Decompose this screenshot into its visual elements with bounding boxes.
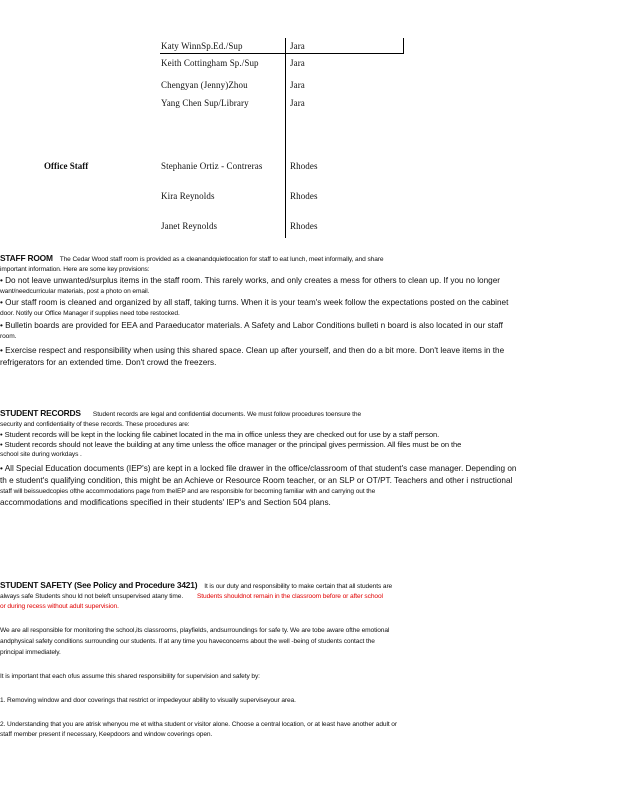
- bullet-item: • Student records will be kept in the locking file cabinet located in the ma in office unless they are checked out for use by a staff person.: [0, 430, 440, 439]
- staff-location: Rhodes: [290, 191, 318, 201]
- paragraph-text: It is important that each ofus assume this shared responsibility for supervision and safety by:: [0, 673, 260, 680]
- bullet-item: • Our staff room is cleaned and organized by all staff, taking turns. When it is your team's week follow the expectations posted on the cabinet: [0, 298, 509, 307]
- bullet-continuation: refrigerators for an extended time. Don't crowd the freezers.: [0, 358, 217, 367]
- paragraph-text: Student records are legal and confidential documents. We must follow procedures toensure the: [92, 411, 362, 418]
- paragraph-text: It is our duty and responsibility to make certain that all students are: [204, 583, 393, 590]
- staff-location: Jara: [290, 58, 305, 68]
- section-heading: STUDENT SAFETY (See Policy and Procedure 3421): [0, 580, 198, 590]
- staff-name: Kira Reynolds: [161, 191, 215, 201]
- section-heading: STUDENT RECORDS: [0, 408, 81, 418]
- staff-name: Stephanie Ortiz - Contreras: [161, 161, 263, 171]
- staff-location: Jara: [290, 98, 305, 108]
- office-staff-label: Office Staff: [44, 161, 89, 171]
- numbered-item-continuation: staff member present if necessary, Keepdoors and window coverings open.: [0, 731, 213, 738]
- paragraph-text: The Cedar Wood staff room is provided as a cleanandquietlocation for staff to eat lunch, meet informally, and share: [59, 256, 384, 263]
- paragraph-text: always safe Students shou ld not beleft unsupervised atany time.: [0, 593, 184, 600]
- student-safety-section: [0, 580, 612, 740]
- bullet-continuation: th e student's qualifying condition, this might be an Achieve or Resource Room teacher, or an SLP or OT/PT. Teachers and other i nstructional: [0, 476, 513, 485]
- staff-name: Katy WinnSp.Ed./Sup: [161, 41, 243, 51]
- bullet-item: • Do not leave unwanted/surplus items in the staff room. This rarely works, and only creates a mess for others to clean up. If you no longer: [0, 276, 500, 285]
- staff-name: Keith Cottingham Sp./Sup: [161, 58, 259, 68]
- table-vertical-rule: [285, 38, 286, 238]
- paragraph-text: andphysical safety conditions surrounding our students. If at any time you haveconcerns about the well -being of students contact the: [0, 638, 375, 645]
- staff-name: Yang Chen Sup/Library: [161, 98, 249, 108]
- student-records-section: [0, 408, 612, 509]
- highlighted-rule-text: Students shouldnot remain in the classroom before or after school: [196, 593, 383, 600]
- section-heading: STAFF ROOM: [0, 253, 53, 263]
- paragraph-text: principal immediately.: [0, 649, 61, 656]
- bullet-continuation: staff will beissuedcopies ofthe accommodations page from theIEP and are responsible for becoming familiar with and carrying out the: [0, 488, 376, 495]
- staff-name: Janet Reynolds: [161, 221, 218, 231]
- bullet-continuation: school site during workdays .: [0, 451, 82, 458]
- staff-location: Rhodes: [290, 221, 318, 231]
- numbered-item: 2. Understanding that you are atrisk whenyou me et witha student or visitor alone. Choose a central location, or at least have another adult or: [0, 721, 397, 728]
- bullet-continuation: accommodations and modifications specified in their students' IEP's and Section 504 plans.: [0, 498, 331, 507]
- staff-location: Rhodes: [290, 161, 318, 171]
- bullet-item: • All Special Education documents (IEP's) are kept in a locked file drawer in the office/classroom of that student's case manager. Depending on: [0, 464, 517, 473]
- bullet-continuation: want/needcurricular materials, post a photo on email.: [0, 288, 150, 295]
- staff-name: Chengyan (Jenny)Zhou: [161, 80, 248, 90]
- bullet-item: • Exercise respect and responsibility when using this shared space. Clean up after yourself, and then do a bit more. Don't leave items in the: [0, 346, 505, 355]
- bullet-continuation: door. Notify our Office Manager if supplies need tobe restocked.: [0, 310, 180, 317]
- bullet-item: • Student records should not leave the building at any time unless the office manager or the principal gives permission. All files must be on the: [0, 440, 462, 449]
- staff-location: Jara: [290, 80, 305, 90]
- staff-location: Jara: [290, 41, 305, 51]
- highlighted-rule-text: or during recess without adult supervision.: [0, 603, 119, 610]
- staff-room-section: [0, 253, 612, 369]
- numbered-item: 1. Removing window and door coverings that restrict or impedeyour ability to visually superviseyour area.: [0, 697, 296, 704]
- table-vertical-rule-right: [403, 38, 404, 54]
- paragraph-text: security and confidentiality of these records. These procedures are:: [0, 421, 190, 428]
- bullet-item: • Bulletin boards are provided for EEA and Paraeducator materials. A Safety and Labor Conditions bulleti n board is also located in our staff: [0, 321, 503, 330]
- paragraph-text: We are all responsible for monitoring the school,its classrooms, playfields, andsurroundings for safe ty. We are tobe aware ofthe emotional: [0, 627, 390, 634]
- table-horizontal-rule: [160, 53, 403, 54]
- bullet-continuation: room.: [0, 333, 17, 340]
- paragraph-text: important information. Here are some key provisions:: [0, 266, 150, 273]
